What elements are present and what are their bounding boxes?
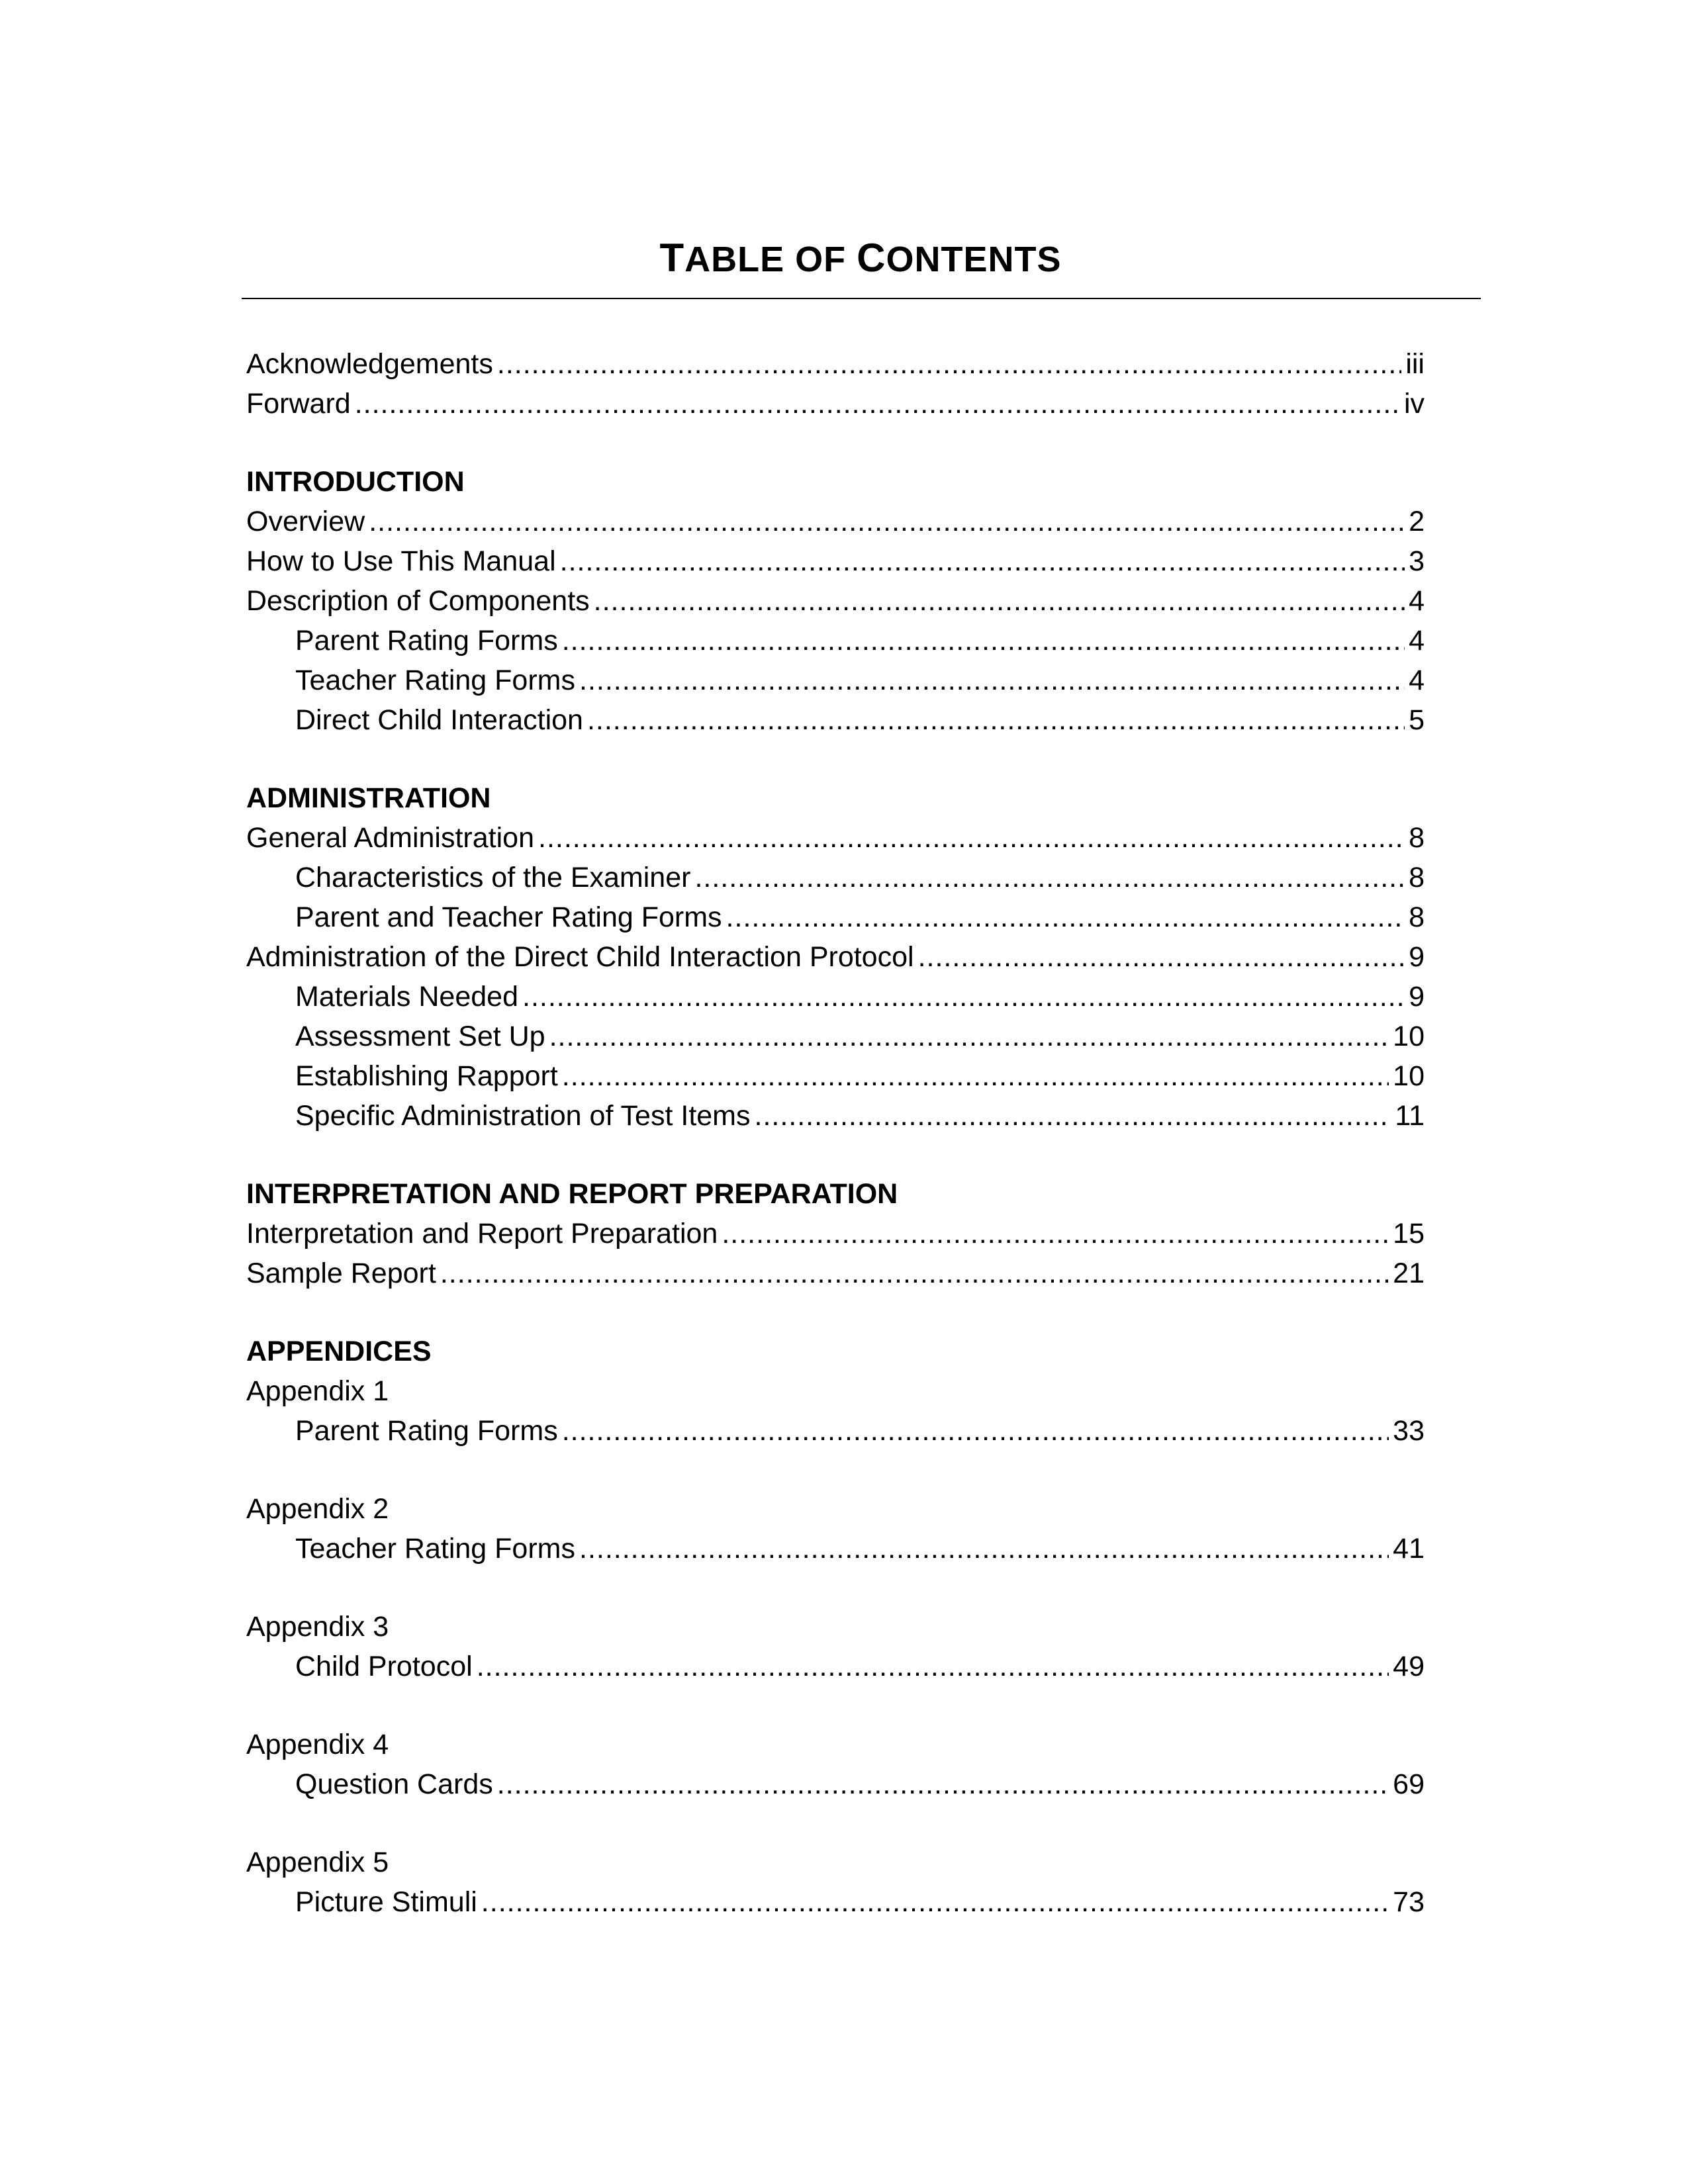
toc-entry-establishing-rapport[interactable] [246,1056,1425,1096]
dot-leader [562,1411,1389,1451]
toc-entry-page: 9 [1409,941,1425,973]
toc-entry-page: 9 [1409,981,1425,1013]
toc-entry-page: 33 [1393,1415,1425,1447]
appendix-title: Appendix 1 [246,1375,389,1407]
dot-leader [477,1647,1389,1686]
dot-leader [694,858,1405,897]
title-part-1: ABLE OF [684,240,857,279]
toc-entry-how-to-use[interactable] [246,541,1425,581]
toc-entry-page: 3 [1409,545,1425,577]
toc-entry-appendix-1[interactable] [246,1411,1425,1451]
toc-entry-administration-of-protocol[interactable] [246,937,1425,977]
toc-entry-materials-needed[interactable] [246,977,1425,1017]
dot-leader [722,1214,1389,1253]
toc-entry-label: Forward [246,388,351,420]
toc-entry-sample-report[interactable] [246,1253,1425,1293]
toc-entry-page: 73 [1393,1886,1425,1918]
dot-leader [562,621,1405,660]
toc-entry-teacher-rating-forms[interactable] [246,660,1425,700]
title-divider [242,298,1481,299]
toc-entry-general-administration[interactable] [246,818,1425,858]
toc-entry-page: 8 [1409,862,1425,893]
title-initial-t: T [659,236,685,280]
toc-entry-page: 8 [1409,901,1425,933]
toc-entry-parent-and-teacher-forms[interactable] [246,897,1425,937]
toc-entry-label: Parent Rating Forms [295,625,558,657]
dot-leader [594,581,1405,621]
dot-leader [918,937,1405,977]
toc-entry-label: Establishing Rapport [295,1060,558,1092]
dot-leader [369,502,1405,541]
dot-leader [538,818,1405,858]
toc-entry-parent-rating-forms[interactable] [246,621,1425,660]
toc-entry-page: 4 [1409,664,1425,696]
toc-entry-label: Assessment Set Up [295,1021,545,1052]
toc-entry-label: Sample Report [246,1257,436,1289]
toc-entry-page: 49 [1393,1651,1425,1682]
dot-leader [726,897,1405,937]
page-title [245,235,1476,283]
title-initial-c: C [857,236,886,280]
toc-entry-specific-administration[interactable] [246,1096,1425,1136]
title-part-2: ONTENTS [886,240,1062,279]
toc-entry-label: Teacher Rating Forms [295,664,575,696]
toc-entry-label: Description of Components [246,585,590,617]
toc-entry-label: Specific Administration of Test Items [295,1100,751,1132]
toc-entry-label: Administration of the Direct Child Interaction Protocol [246,941,914,973]
appendix-title: Appendix 5 [246,1846,389,1878]
dot-leader [579,660,1405,700]
toc-entry-description-of-components[interactable] [246,581,1425,621]
section-heading-administration: ADMINISTRATION [246,782,491,814]
appendix-title: Appendix 2 [246,1493,389,1525]
toc-entry-page: 4 [1409,625,1425,657]
toc-entry-direct-child-interaction[interactable] [246,700,1425,740]
toc-entry-label: Materials Needed [295,981,519,1013]
toc-entry-label: Interpretation and Report Preparation [246,1218,718,1250]
dot-leader [562,1056,1389,1096]
dot-leader [560,541,1405,581]
toc-entry-label: How to Use This Manual [246,545,556,577]
toc-entry-page: iii [1405,348,1425,380]
toc-entry-page: iv [1403,388,1425,420]
toc-entry-page: 10 [1393,1060,1425,1092]
toc-entry-label: Parent Rating Forms [295,1415,558,1447]
toc-entry-page: 10 [1393,1021,1425,1052]
dot-leader [522,977,1405,1017]
toc-entry-appendix-3[interactable] [246,1647,1425,1686]
toc-entry-label: Picture Stimuli [295,1886,477,1918]
toc-entry-acknowledgements[interactable] [246,344,1425,384]
toc-entry-page: 69 [1393,1768,1425,1800]
dot-leader [549,1017,1389,1056]
toc-entry-label: General Administration [246,822,534,854]
toc-entry-page: 4 [1409,585,1425,617]
toc-entry-label: Characteristics of the Examiner [295,862,691,893]
toc-entry-label: Question Cards [295,1768,493,1800]
dot-leader [497,1764,1389,1804]
dot-leader [587,700,1405,740]
dot-leader [355,384,1400,424]
toc-entry-label: Acknowledgements [246,348,493,380]
toc-entry-label: Overview [246,506,365,537]
toc-entry-page: 21 [1393,1257,1425,1289]
toc-entry-label: Direct Child Interaction [295,704,583,736]
section-heading-introduction: INTRODUCTION [246,466,465,498]
toc-entry-page: 41 [1393,1533,1425,1565]
toc-entry-appendix-5[interactable] [246,1882,1425,1922]
toc-entry-assessment-set-up[interactable] [246,1017,1425,1056]
toc-entry-page: 11 [1395,1100,1425,1132]
toc-entry-overview[interactable] [246,502,1425,541]
toc-entry-label: Parent and Teacher Rating Forms [295,901,722,933]
toc-entry-appendix-4[interactable] [246,1764,1425,1804]
dot-leader [440,1253,1389,1293]
toc-entry-appendix-2[interactable] [246,1529,1425,1569]
section-heading-appendices: APPENDICES [246,1336,432,1367]
toc-entry-page: 5 [1409,704,1425,736]
dot-leader [481,1882,1389,1922]
toc-entry-page: 15 [1393,1218,1425,1250]
dot-leader [755,1096,1391,1136]
section-heading-interpretation: INTERPRETATION AND REPORT PREPARATION [246,1178,898,1210]
toc-entry-label: Child Protocol [295,1651,473,1682]
toc-entry-interpretation-and-report[interactable] [246,1214,1425,1253]
appendix-title: Appendix 3 [246,1611,389,1643]
dot-leader [579,1529,1389,1569]
toc-entry-page: 8 [1409,822,1425,854]
toc-entry-forward[interactable] [246,384,1425,424]
table-of-contents [246,344,1425,1922]
dot-leader [497,344,1401,384]
toc-entry-page: 2 [1409,506,1425,537]
toc-entry-characteristics-of-examiner[interactable] [246,858,1425,897]
toc-entry-label: Teacher Rating Forms [295,1533,575,1565]
appendix-title: Appendix 4 [246,1729,389,1760]
